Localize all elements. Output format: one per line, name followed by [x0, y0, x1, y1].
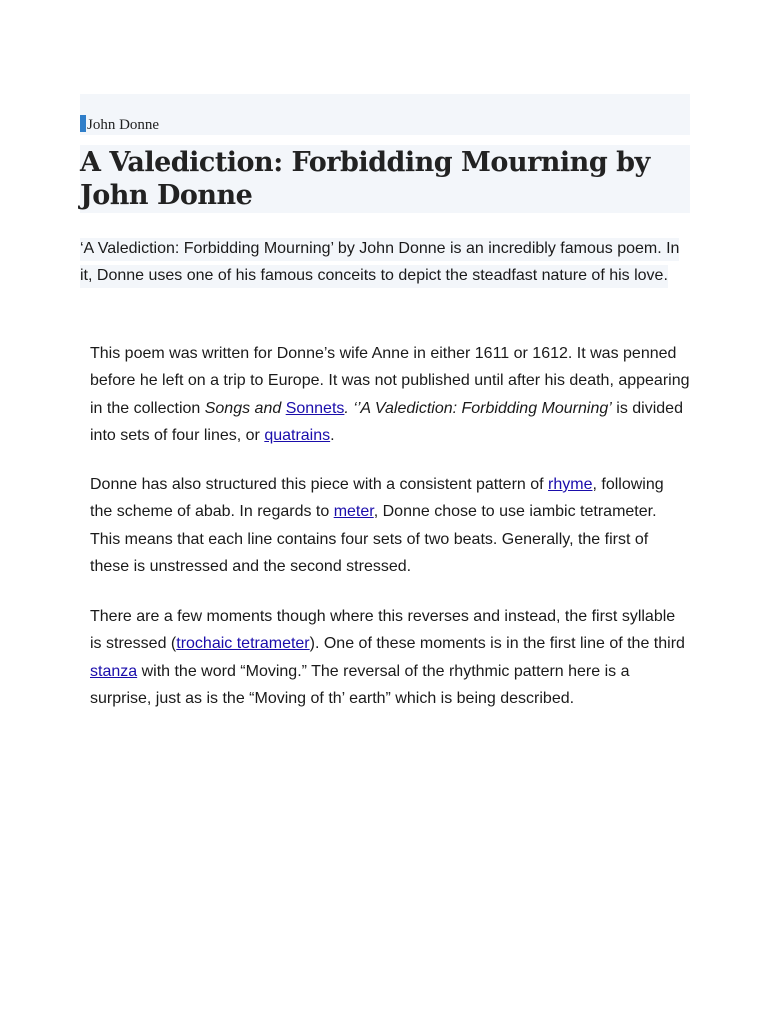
page-title: A Valediction: Forbidding Mourning by John Donne [80, 147, 650, 211]
author-line [80, 94, 690, 135]
link-trochaic-tetrameter[interactable]: trochaic tetrameter [176, 635, 310, 653]
paragraph-text: with the word “Moving.” The reversal of the rhythmic pattern here is a surprise, just as is the “Moving of th’ earth” which is being described. [90, 662, 630, 707]
text-cursor-highlight [80, 115, 86, 132]
paragraph-text: ). One of these moments is in the first line of the third [309, 635, 685, 653]
paragraph-text: , Donne chose to use iambic tetrameter. This means that each line contains four sets of two beats. Generally, the first of these is unstressed and the second stressed. [90, 503, 657, 575]
poem-title-reference: . ‘’A Valediction: Forbidding Mourning’ [344, 399, 612, 417]
paragraph-text: There are a few moments though where this reverses and instead, the first syllable is stressed ( [90, 608, 676, 653]
intro-paragraph [80, 235, 690, 289]
collection-title: Songs and [204, 399, 286, 417]
link-meter[interactable]: meter [333, 503, 374, 521]
author-name[interactable]: John Donne [87, 117, 160, 133]
body-paragraph-2 [90, 471, 690, 580]
title-block [80, 145, 690, 213]
paragraph-text: Donne has also structured this piece with a consistent pattern of [90, 476, 549, 493]
paragraph-text: , following the scheme of abab. In regards to [90, 476, 664, 521]
link-quatrains[interactable]: quatrains [264, 426, 331, 444]
body-paragraph-1 [90, 340, 690, 449]
paragraph-text: This poem was written for Donne’s wife Anne in either 1611 or 1612. It was penned before he left on a trip to Europe. It was not published until after his death, appearing in the collection [90, 345, 690, 417]
link-rhyme[interactable]: rhyme [548, 476, 593, 493]
paragraph-text: . [330, 426, 335, 444]
paragraph-text: is divided into sets of four lines, or [90, 399, 683, 444]
body-paragraph-3 [90, 603, 690, 712]
link-stanza[interactable]: stanza [90, 662, 138, 680]
intro-text: ‘A Valediction: Forbidding Mourning’ by John Donne is an incredibly famous poem. In it, Donne uses one of his famous conceits to depict the steadfast nature of his love. [80, 238, 679, 288]
link-sonnets[interactable]: Sonnets [285, 399, 345, 417]
